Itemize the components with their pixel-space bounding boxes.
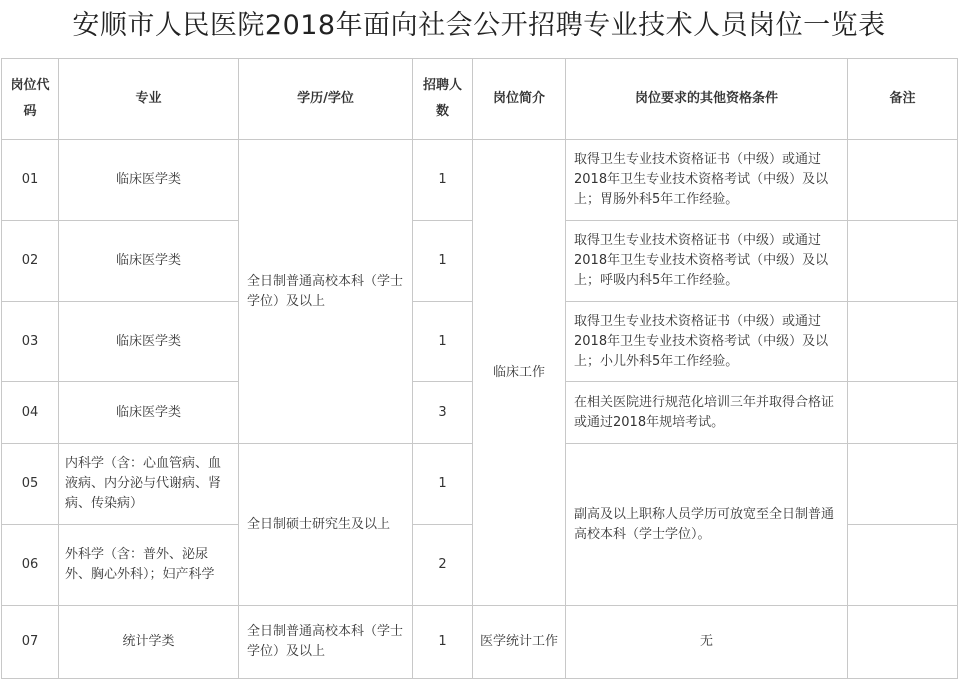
- header-count: 招聘人数: [413, 59, 473, 140]
- cell-requirements: 在相关医院进行规范化培训三年并取得合格证或通过2018年规培考试。: [566, 382, 848, 444]
- table-row: [2, 140, 958, 221]
- cell-requirements: 无: [566, 606, 848, 679]
- cell-education: 全日制硕士研究生及以上: [239, 444, 413, 606]
- header-education: 学历/学位: [239, 59, 413, 140]
- cell-code: 04: [2, 382, 59, 444]
- header-code: 岗位代码: [2, 59, 59, 140]
- cell-education: 全日制普通高校本科（学士学位）及以上: [239, 606, 413, 679]
- cell-requirements: 取得卫生专业技术资格证书（中级）或通过2018年卫生专业技术资格考试（中级）及以上；呼吸内科5年工作经验。: [566, 221, 848, 302]
- cell-code: 01: [2, 140, 59, 221]
- cell-major: 临床医学类: [59, 221, 239, 302]
- cell-remarks: [848, 606, 958, 679]
- cell-requirements: 取得卫生专业技术资格证书（中级）或通过2018年卫生专业技术资格考试（中级）及以上；小儿外科5年工作经验。: [566, 302, 848, 382]
- cell-code: 06: [2, 525, 59, 606]
- cell-major: 临床医学类: [59, 140, 239, 221]
- cell-intro: 医学统计工作: [473, 606, 566, 679]
- cell-remarks: [848, 382, 958, 444]
- cell-major: 外科学（含：普外、泌尿外、胸心外科）；妇产科学: [59, 525, 239, 606]
- cell-major: 临床医学类: [59, 382, 239, 444]
- cell-intro: 临床工作: [473, 140, 566, 606]
- cell-major: 统计学类: [59, 606, 239, 679]
- header-intro: 岗位简介: [473, 59, 566, 140]
- cell-remarks: [848, 525, 958, 606]
- cell-count: 1: [413, 606, 473, 679]
- cell-code: 07: [2, 606, 59, 679]
- positions-table: [1, 58, 958, 679]
- cell-remarks: [848, 140, 958, 221]
- cell-requirements: 取得卫生专业技术资格证书（中级）或通过2018年卫生专业技术资格考试（中级）及以上；胃肠外科5年工作经验。: [566, 140, 848, 221]
- cell-major: 临床医学类: [59, 302, 239, 382]
- cell-count: 1: [413, 302, 473, 382]
- page-title: 安顺市人民医院2018年面向社会公开招聘专业技术人员岗位一览表: [72, 10, 886, 41]
- cell-count: 1: [413, 221, 473, 302]
- cell-code: 05: [2, 444, 59, 525]
- cell-count: 2: [413, 525, 473, 606]
- table-header-row: [2, 59, 958, 140]
- cell-count: 1: [413, 140, 473, 221]
- cell-count: 3: [413, 382, 473, 444]
- cell-major: 内科学（含：心血管病、血液病、内分泌与代谢病、肾病、传染病）: [59, 444, 239, 525]
- cell-education: 全日制普通高校本科（学士学位）及以上: [239, 140, 413, 444]
- cell-count: 1: [413, 444, 473, 525]
- cell-code: 02: [2, 221, 59, 302]
- cell-remarks: [848, 221, 958, 302]
- cell-requirements: 副高及以上职称人员学历可放宽至全日制普通高校本科（学士学位）。: [566, 444, 848, 606]
- cell-remarks: [848, 444, 958, 525]
- cell-code: 03: [2, 302, 59, 382]
- header-remarks: 备注: [848, 59, 958, 140]
- header-major: 专业: [59, 59, 239, 140]
- cell-remarks: [848, 302, 958, 382]
- table-row: [2, 606, 958, 679]
- header-requirements: 岗位要求的其他资格条件: [566, 59, 848, 140]
